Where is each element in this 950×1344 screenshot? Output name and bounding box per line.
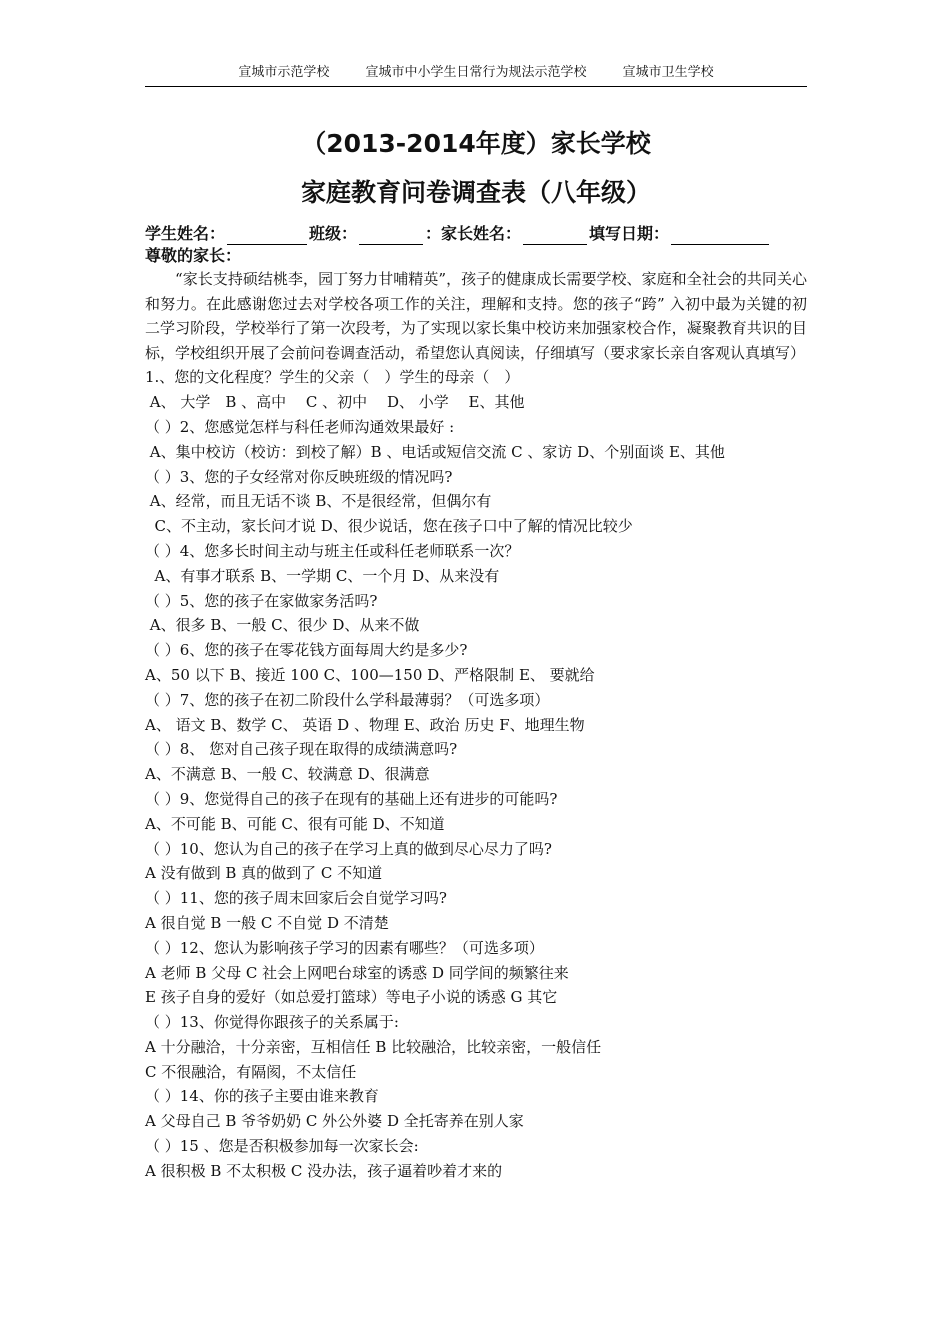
- option-line: A、 语文 B、数学 C、 英语 D 、物理 E、政治 历史 F、地理生物: [145, 715, 585, 734]
- question-line: （ ）6、您的孩子在零花钱方面每周大约是多少?: [145, 641, 468, 660]
- page-header: [145, 60, 807, 87]
- option-line: A、集中校访（校访：到校了解）B 、电话或短信交流 C 、家访 D、个别面谈 E、其他: [145, 442, 725, 461]
- question-line: （ ）14、你的孩子主要由谁来教育: [145, 1087, 379, 1106]
- option-line: A、有事才联系 B、一学期 C、一个月 D、从来没有: [145, 566, 500, 585]
- document-page: [145, 60, 807, 1184]
- option-line: A、50 以下 B、接近 100 C、100—150 D、严格限制 E、 要就给: [145, 665, 595, 684]
- option-line: A、 大学 B 、高中 C 、初中 D、 小学 E、其他: [145, 393, 525, 412]
- class-label: 班级：: [309, 224, 358, 243]
- question-line: （ ）10、您认为自己的孩子在学习上真的做到尽心尽力了吗?: [145, 839, 552, 858]
- option-line: C 不很融洽，有隔阂，不太信任: [145, 1062, 357, 1081]
- option-line: A 没有做到 B 真的做到了 C 不知道: [145, 864, 383, 883]
- option-line: E 孩子自身的爱好（如总爱打篮球）等电子小说的诱惑 G 其它: [145, 988, 558, 1007]
- document-subtitle: 家庭教育问卷调查表（八年级）: [300, 178, 651, 207]
- parent-name-label: ：家长姓名：: [425, 224, 522, 243]
- question-line: （ ）3、您的子女经常对你反映班级的情况吗?: [145, 467, 453, 486]
- option-line: A 很自觉 B 一般 C 不自觉 D 不清楚: [145, 913, 389, 932]
- question-line: （ ）7、您的孩子在初二阶段什么学科最薄弱？（可选多项）: [145, 690, 550, 709]
- parent-name-field[interactable]: [523, 228, 587, 245]
- question-line: （ ）15 、您是否积极参加每一次家长会:: [145, 1137, 419, 1156]
- date-label: 填写日期：: [589, 224, 670, 243]
- question-line: （ ）9、您觉得自己的孩子在现有的基础上还有进步的可能吗?: [145, 789, 558, 808]
- questionnaire-body: [145, 365, 807, 1183]
- question-line: （ ）12、您认为影响孩子学习的因素有哪些？（可选多项）: [145, 938, 544, 957]
- class-field[interactable]: [359, 228, 423, 245]
- form-info-row: [145, 223, 807, 245]
- option-line: A、很多 B、一般 C、很少 D、从来不做: [145, 616, 420, 635]
- question-line: （ ）4、您多长时间主动与班主任或科任老师联系一次？: [145, 541, 520, 560]
- option-line: A 十分融洽，十分亲密，互相信任 B 比较融洽，比较亲密，一般信任: [145, 1037, 602, 1056]
- option-line: A 老师 B 父母 C 社会上网吧台球室的诱惑 D 同学间的频繁往来: [145, 963, 569, 982]
- question-line: （ ）13、你觉得你跟孩子的关系属于:: [145, 1013, 399, 1032]
- document-title: （2013-2014年度）家长学校: [301, 129, 651, 158]
- header-school-model: 宣城市示范学校: [238, 65, 330, 80]
- option-line: A、不满意 B、一般 C、较满意 D、很满意: [145, 765, 430, 784]
- question-line: （ ）11、您的孩子周末回家后会自觉学习吗?: [145, 889, 447, 908]
- student-name-label: 学生姓名：: [145, 224, 226, 243]
- question-line: 1.、您的文化程度？学生的父亲（ ）学生的母亲（ ）: [145, 368, 520, 387]
- header-school-behavior: 宣城市中小学生日常行为规法示范学校: [365, 65, 587, 80]
- option-line: C、不主动，家长问才说 D、很少说话，您在孩子口中了解的情况比较少: [145, 517, 633, 536]
- option-line: A、不可能 B、可能 C、很有可能 D、不知道: [145, 814, 445, 833]
- student-name-field[interactable]: [227, 228, 307, 245]
- option-line: A、经常，而且无话不谈 B、不是很经常，但偶尔有: [145, 492, 492, 511]
- option-line: A 很积极 B 不太积极 C 没办法，孩子逼着吵着才来的: [145, 1161, 503, 1180]
- question-line: （ ）8、 您对自己孩子现在取得的成绩满意吗?: [145, 740, 458, 759]
- header-school-health: 宣城市卫生学校: [622, 65, 714, 80]
- date-field[interactable]: [671, 228, 769, 245]
- question-line: （ ）2、您感觉怎样与科任老师沟通效果最好 :: [145, 417, 455, 436]
- question-line: （ ）5、您的孩子在家做家务活吗?: [145, 591, 378, 610]
- greeting: 尊敬的家长：: [145, 246, 242, 265]
- option-line: A 父母自己 B 爷爷奶奶 C 外公外婆 D 全托寄养在别人家: [145, 1112, 524, 1131]
- intro-paragraph: “家长支持硕结桃李，园丁努力甘哺精英”，孩子的健康成长需要学校、家庭和全社会的共同关心和努力。在此感谢您过去对学校各项工作的关注，理解和支持。您的孩子“跨” 入初中最为关键的初二学习阶段，学校举行了第一次段考，为了实现以家长集中校访来加强家校合作，凝聚教育共识的目标，学校组织开展了会前问卷调查活动，希望您认真阅读，仔细填写（要求家长亲自客观认真填写）: [145, 270, 807, 362]
